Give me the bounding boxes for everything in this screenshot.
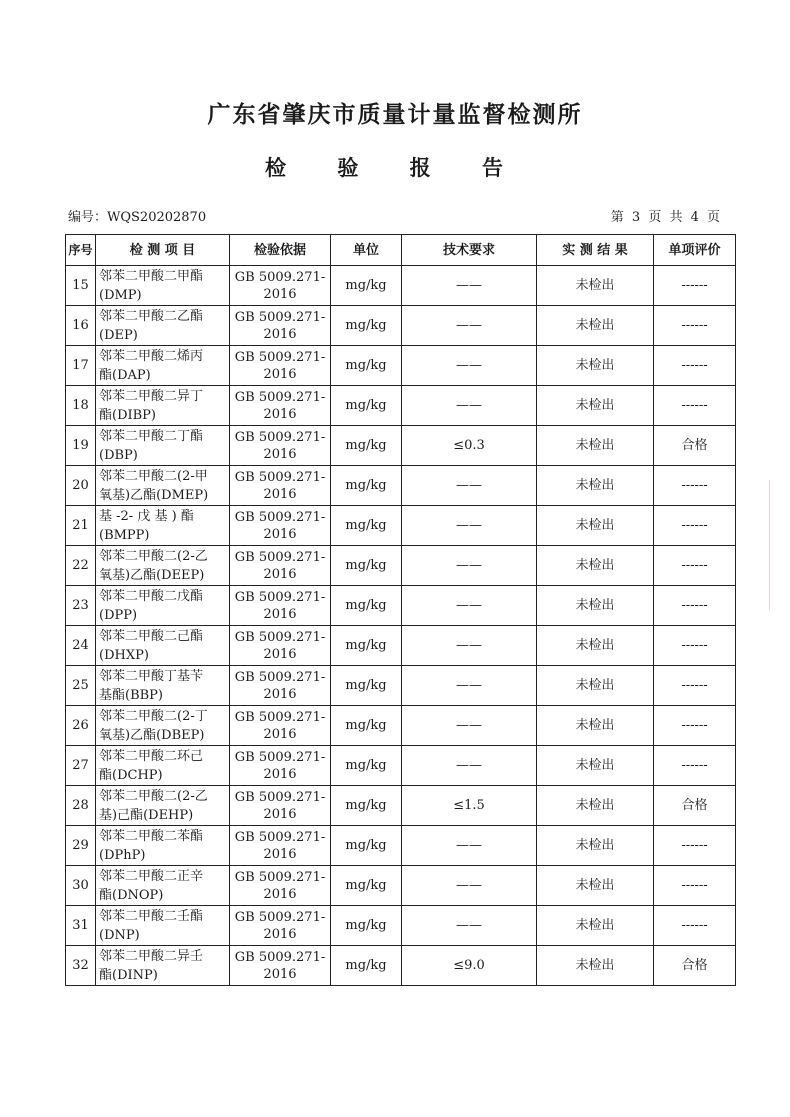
unit-cell: mg/kg bbox=[331, 586, 402, 626]
test-item-line-2: (BMPP) bbox=[99, 527, 150, 543]
test-basis-cell bbox=[230, 706, 331, 746]
measured-result-cell: 未检出 bbox=[537, 706, 654, 746]
test-basis-line-2: 2016 bbox=[263, 646, 297, 662]
inspection-results-table bbox=[65, 234, 736, 986]
test-basis-line-1: GB 5009.271- bbox=[234, 309, 326, 325]
table-row bbox=[66, 866, 736, 906]
column-header-evaluation: 单项评价 bbox=[654, 235, 736, 266]
table-row bbox=[66, 546, 736, 586]
item-evaluation-cell: ------ bbox=[654, 826, 736, 866]
technical-requirement-cell: —— bbox=[402, 826, 537, 866]
table-row bbox=[66, 306, 736, 346]
test-item-line-2: 氧基)乙酯(DBEP) bbox=[99, 727, 205, 743]
test-basis-line-2: 2016 bbox=[263, 406, 297, 422]
measured-result-cell: 未检出 bbox=[537, 466, 654, 506]
row-number-cell: 20 bbox=[66, 466, 96, 506]
test-basis-cell bbox=[230, 346, 331, 386]
measured-result-cell: 未检出 bbox=[537, 586, 654, 626]
test-item-line-2: 酯(DINP) bbox=[99, 967, 158, 983]
technical-requirement-cell: —— bbox=[402, 706, 537, 746]
page-indicator: 第 3 页 共 4 页 bbox=[610, 210, 720, 225]
test-basis-line-1: GB 5009.271- bbox=[234, 589, 326, 605]
item-evaluation-cell: ------ bbox=[654, 586, 736, 626]
test-basis-line-1: GB 5009.271- bbox=[234, 349, 326, 365]
column-header-requirement: 技术要求 bbox=[402, 235, 537, 266]
technical-requirement-cell: —— bbox=[402, 586, 537, 626]
technical-requirement-cell: —— bbox=[402, 306, 537, 346]
row-number-cell: 23 bbox=[66, 586, 96, 626]
test-item-line-1: 邻苯二甲酸二甲酯 bbox=[99, 268, 204, 284]
row-number-cell: 31 bbox=[66, 906, 96, 946]
table-row bbox=[66, 666, 736, 706]
technical-requirement-cell: —— bbox=[402, 866, 537, 906]
row-number-cell: 16 bbox=[66, 306, 96, 346]
test-basis-cell bbox=[230, 506, 331, 546]
unit-cell: mg/kg bbox=[331, 786, 402, 826]
test-item-line-2: 酯(DIBP) bbox=[99, 407, 157, 423]
test-item-line-2: (DMP) bbox=[99, 287, 142, 303]
test-item-line-1: 邻苯二甲酸二戊酯 bbox=[99, 588, 204, 604]
unit-cell: mg/kg bbox=[331, 946, 402, 986]
unit-cell: mg/kg bbox=[331, 546, 402, 586]
item-evaluation-cell: ------ bbox=[654, 546, 736, 586]
test-basis-cell bbox=[230, 666, 331, 706]
item-evaluation-cell: 合格 bbox=[654, 946, 736, 986]
test-item-line-1: 邻苯二甲酸二环己 bbox=[99, 748, 204, 764]
row-number-cell: 30 bbox=[66, 866, 96, 906]
test-basis-line-2: 2016 bbox=[263, 606, 297, 622]
measured-result-cell: 未检出 bbox=[537, 346, 654, 386]
test-basis-cell bbox=[230, 866, 331, 906]
test-basis-line-2: 2016 bbox=[263, 446, 297, 462]
measured-result-cell: 未检出 bbox=[537, 506, 654, 546]
test-basis-line-2: 2016 bbox=[263, 526, 297, 542]
test-item-cell bbox=[96, 426, 230, 466]
table-header-row bbox=[66, 235, 736, 266]
test-item-cell bbox=[96, 706, 230, 746]
column-header-unit: 单位 bbox=[331, 235, 402, 266]
test-basis-line-1: GB 5009.271- bbox=[234, 789, 326, 805]
unit-cell: mg/kg bbox=[331, 306, 402, 346]
unit-cell: mg/kg bbox=[331, 866, 402, 906]
test-item-line-1: 邻苯二甲酸二己酯 bbox=[99, 628, 204, 644]
unit-cell: mg/kg bbox=[331, 346, 402, 386]
measured-result-cell: 未检出 bbox=[537, 866, 654, 906]
test-item-line-2: 酯(DNOP) bbox=[99, 887, 164, 903]
test-basis-line-1: GB 5009.271- bbox=[234, 949, 326, 965]
measured-result-cell: 未检出 bbox=[537, 546, 654, 586]
technical-requirement-cell: —— bbox=[402, 746, 537, 786]
test-item-cell bbox=[96, 466, 230, 506]
measured-result-cell: 未检出 bbox=[537, 266, 654, 306]
test-basis-cell bbox=[230, 586, 331, 626]
row-number-cell: 19 bbox=[66, 426, 96, 466]
unit-cell: mg/kg bbox=[331, 386, 402, 426]
test-basis-cell bbox=[230, 786, 331, 826]
report-title: 检 验 报 告 bbox=[265, 156, 525, 180]
unit-cell: mg/kg bbox=[331, 706, 402, 746]
column-header-item: 检 测 项 目 bbox=[96, 235, 230, 266]
test-basis-line-2: 2016 bbox=[263, 326, 297, 342]
report-number: 编号：WQS20202870 bbox=[68, 210, 207, 225]
test-basis-cell bbox=[230, 946, 331, 986]
test-basis-line-1: GB 5009.271- bbox=[234, 669, 326, 685]
technical-requirement-cell: —— bbox=[402, 626, 537, 666]
technical-requirement-cell: —— bbox=[402, 466, 537, 506]
test-item-line-2: (DEP) bbox=[99, 327, 138, 343]
test-basis-line-1: GB 5009.271- bbox=[234, 709, 326, 725]
table-row bbox=[66, 346, 736, 386]
table-row bbox=[66, 426, 736, 466]
row-number-cell: 25 bbox=[66, 666, 96, 706]
test-basis-cell bbox=[230, 626, 331, 666]
test-basis-cell bbox=[230, 826, 331, 866]
test-item-line-2: (DNP) bbox=[99, 927, 140, 943]
table-row bbox=[66, 386, 736, 426]
test-item-cell bbox=[96, 946, 230, 986]
measured-result-cell: 未检出 bbox=[537, 426, 654, 466]
test-basis-cell bbox=[230, 466, 331, 506]
test-item-line-2: (DPP) bbox=[99, 607, 138, 623]
measured-result-cell: 未检出 bbox=[537, 666, 654, 706]
test-basis-cell bbox=[230, 546, 331, 586]
item-evaluation-cell: ------ bbox=[654, 306, 736, 346]
test-basis-cell bbox=[230, 906, 331, 946]
test-basis-line-1: GB 5009.271- bbox=[234, 509, 326, 525]
test-basis-line-1: GB 5009.271- bbox=[234, 629, 326, 645]
item-evaluation-cell: ------ bbox=[654, 746, 736, 786]
measured-result-cell: 未检出 bbox=[537, 306, 654, 346]
test-item-line-1: 邻苯二甲酸二(2-甲 bbox=[99, 468, 208, 484]
test-item-line-1: 基 -2- 戊 基 ) 酯 bbox=[99, 508, 194, 524]
row-number-cell: 32 bbox=[66, 946, 96, 986]
table-row bbox=[66, 586, 736, 626]
test-basis-line-2: 2016 bbox=[263, 886, 297, 902]
measured-result-cell: 未检出 bbox=[537, 626, 654, 666]
unit-cell: mg/kg bbox=[331, 826, 402, 866]
row-number-cell: 26 bbox=[66, 706, 96, 746]
technical-requirement-cell: —— bbox=[402, 906, 537, 946]
row-number-cell: 27 bbox=[66, 746, 96, 786]
measured-result-cell: 未检出 bbox=[537, 946, 654, 986]
technical-requirement-cell: —— bbox=[402, 506, 537, 546]
technical-requirement-cell: —— bbox=[402, 546, 537, 586]
table-row bbox=[66, 906, 736, 946]
unit-cell: mg/kg bbox=[331, 466, 402, 506]
test-basis-line-1: GB 5009.271- bbox=[234, 389, 326, 405]
test-item-line-2: 基)己酯(DEHP) bbox=[99, 807, 194, 823]
test-item-line-2: (DHXP) bbox=[99, 647, 149, 663]
organization-title: 广东省肇庆市质量计量监督检测所 bbox=[207, 102, 583, 128]
test-basis-line-1: GB 5009.271- bbox=[234, 469, 326, 485]
test-basis-line-2: 2016 bbox=[263, 286, 297, 302]
item-evaluation-cell: ------ bbox=[654, 866, 736, 906]
item-evaluation-cell: ------ bbox=[654, 666, 736, 706]
table-row bbox=[66, 746, 736, 786]
test-item-cell bbox=[96, 786, 230, 826]
test-basis-line-2: 2016 bbox=[263, 966, 297, 982]
unit-cell: mg/kg bbox=[331, 906, 402, 946]
test-basis-line-2: 2016 bbox=[263, 486, 297, 502]
test-basis-cell bbox=[230, 306, 331, 346]
test-item-cell bbox=[96, 266, 230, 306]
test-basis-line-2: 2016 bbox=[263, 806, 297, 822]
row-number-cell: 28 bbox=[66, 786, 96, 826]
table-row bbox=[66, 626, 736, 666]
test-item-cell bbox=[96, 746, 230, 786]
item-evaluation-cell: ------ bbox=[654, 266, 736, 306]
measured-result-cell: 未检出 bbox=[537, 786, 654, 826]
test-basis-cell bbox=[230, 426, 331, 466]
unit-cell: mg/kg bbox=[331, 746, 402, 786]
test-item-line-1: 邻苯二甲酸二正辛 bbox=[99, 868, 204, 884]
row-number-cell: 18 bbox=[66, 386, 96, 426]
test-basis-cell bbox=[230, 266, 331, 306]
unit-cell: mg/kg bbox=[331, 266, 402, 306]
unit-cell: mg/kg bbox=[331, 626, 402, 666]
table-row bbox=[66, 706, 736, 746]
test-basis-line-2: 2016 bbox=[263, 846, 297, 862]
test-item-line-1: 邻苯二甲酸二(2-丁 bbox=[99, 708, 208, 724]
row-number-cell: 21 bbox=[66, 506, 96, 546]
test-basis-line-2: 2016 bbox=[263, 366, 297, 382]
technical-requirement-cell: ≤1.5 bbox=[402, 786, 537, 826]
unit-cell: mg/kg bbox=[331, 666, 402, 706]
test-item-line-2: 基酯(BBP) bbox=[99, 687, 163, 703]
test-item-cell bbox=[96, 386, 230, 426]
table-row bbox=[66, 946, 736, 986]
test-item-cell bbox=[96, 506, 230, 546]
seal-edge bbox=[769, 480, 790, 610]
test-item-line-2: (DBP) bbox=[99, 447, 138, 463]
test-item-line-2: 酯(DCHP) bbox=[99, 767, 163, 783]
test-item-line-1: 邻苯二甲酸二苯酯 bbox=[99, 828, 204, 844]
test-basis-cell bbox=[230, 386, 331, 426]
test-basis-cell bbox=[230, 746, 331, 786]
item-evaluation-cell: ------ bbox=[654, 506, 736, 546]
test-item-line-2: (DPhP) bbox=[99, 847, 146, 863]
test-item-line-2: 酯(DAP) bbox=[99, 367, 151, 383]
row-number-cell: 17 bbox=[66, 346, 96, 386]
table-row bbox=[66, 466, 736, 506]
test-basis-line-1: GB 5009.271- bbox=[234, 269, 326, 285]
column-header-no: 序号 bbox=[66, 235, 96, 266]
technical-requirement-cell: —— bbox=[402, 386, 537, 426]
row-number-cell: 15 bbox=[66, 266, 96, 306]
test-item-cell bbox=[96, 306, 230, 346]
test-item-line-1: 邻苯二甲酸二(2-乙 bbox=[99, 548, 208, 564]
test-item-line-1: 邻苯二甲酸二异壬 bbox=[99, 948, 204, 964]
test-item-line-1: 邻苯二甲酸二烯丙 bbox=[99, 348, 204, 364]
row-number-cell: 29 bbox=[66, 826, 96, 866]
measured-result-cell: 未检出 bbox=[537, 826, 654, 866]
technical-requirement-cell: ≤9.0 bbox=[402, 946, 537, 986]
table-row bbox=[66, 266, 736, 306]
test-basis-line-1: GB 5009.271- bbox=[234, 909, 326, 925]
unit-cell: mg/kg bbox=[331, 426, 402, 466]
table-row bbox=[66, 506, 736, 546]
unit-cell: mg/kg bbox=[331, 506, 402, 546]
technical-requirement-cell: —— bbox=[402, 266, 537, 306]
row-number-cell: 24 bbox=[66, 626, 96, 666]
test-basis-line-2: 2016 bbox=[263, 726, 297, 742]
test-item-line-1: 邻苯二甲酸二壬酯 bbox=[99, 908, 204, 924]
test-item-cell bbox=[96, 346, 230, 386]
test-basis-line-2: 2016 bbox=[263, 926, 297, 942]
item-evaluation-cell: ------ bbox=[654, 906, 736, 946]
table-row bbox=[66, 786, 736, 826]
item-evaluation-cell: ------ bbox=[654, 626, 736, 666]
test-item-cell bbox=[96, 826, 230, 866]
technical-requirement-cell: —— bbox=[402, 346, 537, 386]
test-basis-line-1: GB 5009.271- bbox=[234, 869, 326, 885]
measured-result-cell: 未检出 bbox=[537, 746, 654, 786]
test-basis-line-2: 2016 bbox=[263, 566, 297, 582]
test-basis-line-1: GB 5009.271- bbox=[234, 429, 326, 445]
test-item-line-1: 邻苯二甲酸丁基苄 bbox=[99, 668, 204, 684]
test-item-line-1: 邻苯二甲酸二乙酯 bbox=[99, 308, 204, 324]
test-item-line-1: 邻苯二甲酸二异丁 bbox=[99, 388, 204, 404]
measured-result-cell: 未检出 bbox=[537, 386, 654, 426]
test-item-line-2: 氧基)乙酯(DMEP) bbox=[99, 487, 209, 503]
test-basis-line-1: GB 5009.271- bbox=[234, 549, 326, 565]
item-evaluation-cell: ------ bbox=[654, 466, 736, 506]
test-basis-line-2: 2016 bbox=[263, 766, 297, 782]
test-basis-line-1: GB 5009.271- bbox=[234, 749, 326, 765]
measured-result-cell: 未检出 bbox=[537, 906, 654, 946]
test-basis-line-2: 2016 bbox=[263, 686, 297, 702]
technical-requirement-cell: —— bbox=[402, 666, 537, 706]
test-item-line-1: 邻苯二甲酸二(2-乙 bbox=[99, 788, 208, 804]
test-item-cell bbox=[96, 906, 230, 946]
test-item-cell bbox=[96, 666, 230, 706]
column-header-basis: 检验依据 bbox=[230, 235, 331, 266]
table-row bbox=[66, 826, 736, 866]
test-item-cell bbox=[96, 626, 230, 666]
test-basis-line-1: GB 5009.271- bbox=[234, 829, 326, 845]
item-evaluation-cell: 合格 bbox=[654, 426, 736, 466]
item-evaluation-cell: 合格 bbox=[654, 786, 736, 826]
test-item-line-2: 氧基)乙酯(DEEP) bbox=[99, 567, 205, 583]
item-evaluation-cell: ------ bbox=[654, 386, 736, 426]
test-item-cell bbox=[96, 586, 230, 626]
test-item-cell bbox=[96, 546, 230, 586]
row-number-cell: 22 bbox=[66, 546, 96, 586]
test-item-line-1: 邻苯二甲酸二丁酯 bbox=[99, 428, 204, 444]
technical-requirement-cell: ≤0.3 bbox=[402, 426, 537, 466]
test-item-cell bbox=[96, 866, 230, 906]
item-evaluation-cell: ------ bbox=[654, 346, 736, 386]
column-header-result: 实 测 结 果 bbox=[537, 235, 654, 266]
item-evaluation-cell: ------ bbox=[654, 706, 736, 746]
